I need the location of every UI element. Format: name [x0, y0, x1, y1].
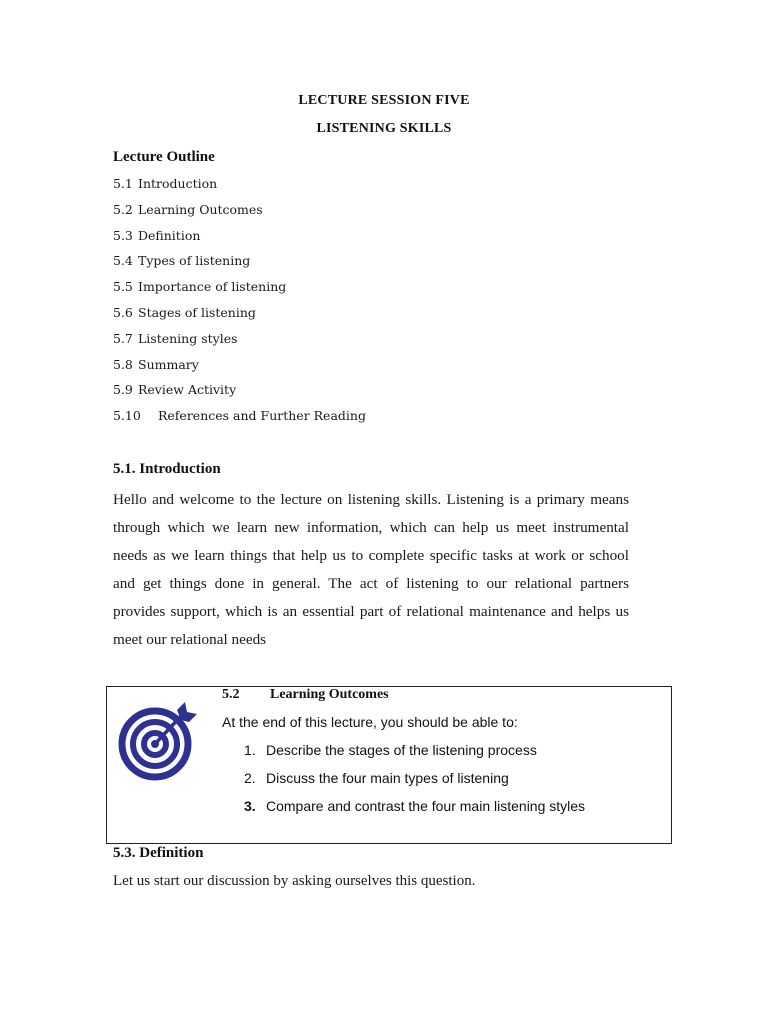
outline-item-number: 5.8 [113, 356, 133, 372]
outline-item-label: Types of listening [138, 253, 251, 269]
outcome-number: 2. [244, 770, 256, 786]
outline-item-number: 5.4 [113, 253, 133, 269]
outcome-item [244, 770, 585, 798]
definition-paragraph: Let us start our discussion by asking ourselves this question. [113, 873, 476, 889]
lecture-title: LECTURE SESSION FIVE [298, 93, 470, 108]
outline-heading: Lecture Outline [113, 149, 215, 165]
outline-item [113, 408, 366, 434]
outline-item-number: 5.6 [113, 304, 133, 320]
outline-item-label: Learning Outcomes [138, 201, 263, 217]
introduction-heading: 5.1. Introduction [113, 461, 221, 477]
learning-outcomes-title: Learning Outcomes [270, 687, 389, 702]
outline-item-number: 5.3 [113, 227, 133, 243]
outcome-item [244, 798, 585, 826]
outline-item [113, 202, 366, 228]
outcome-number: 3. [244, 798, 256, 814]
outline-item-number: 5.9 [113, 382, 133, 398]
outline-item-number: 5.5 [113, 279, 133, 295]
outcome-text: Compare and contrast the four main listening styles [266, 798, 586, 814]
introduction-paragraph: Hello and welcome to the lecture on listening skills. Listening is a primary means through which we learn new information, which can help us meet instrumental needs as we learn things that help us to complete specific tasks at work or school and get things done in general. The act of listening to our relational partners provides support, which is an essential part of relational maintenance and helps us meet our relational needs [113, 491, 629, 648]
outline-item [113, 176, 366, 202]
outline-item-label: Stages of listening [138, 304, 256, 320]
outline-item-number: 5.7 [113, 330, 133, 346]
outline-item [113, 382, 366, 408]
learning-outcomes-heading [222, 687, 389, 703]
outcome-text: Discuss the four main types of listening [266, 770, 509, 786]
outline-item-label: Summary [138, 356, 199, 372]
outline-item-label: Review Activity [138, 382, 237, 398]
learning-outcomes-list [244, 742, 585, 826]
outline-item-label: Introduction [138, 176, 218, 191]
lecture-subtitle: LISTENING SKILLS [316, 121, 452, 136]
outline-item [113, 331, 366, 357]
outline-list [113, 176, 366, 434]
outline-item-number: 5.2 [113, 201, 133, 217]
outcome-number: 1. [244, 742, 256, 758]
target-icon [117, 696, 203, 782]
outline-item-label: Definition [138, 227, 201, 243]
outline-item [113, 279, 366, 305]
outline-item-number: 5.10 [113, 408, 141, 424]
definition-heading: 5.3. Definition [113, 845, 204, 861]
outline-item-number: 5.1 [113, 176, 133, 191]
outline-item [113, 357, 366, 383]
outline-item-label: Listening styles [138, 330, 238, 346]
outcome-text: Describe the stages of the listening process [266, 742, 537, 758]
learning-outcomes-intro: At the end of this lecture, you should be able to: [222, 714, 518, 730]
learning-outcomes-number: 5.2 [222, 687, 240, 702]
outcome-item [244, 742, 585, 770]
outline-item-label: Importance of listening [138, 279, 287, 295]
outline-item-label: References and Further Reading [158, 408, 366, 424]
outline-item [113, 305, 366, 331]
outline-item [113, 253, 366, 279]
outline-item [113, 228, 366, 254]
